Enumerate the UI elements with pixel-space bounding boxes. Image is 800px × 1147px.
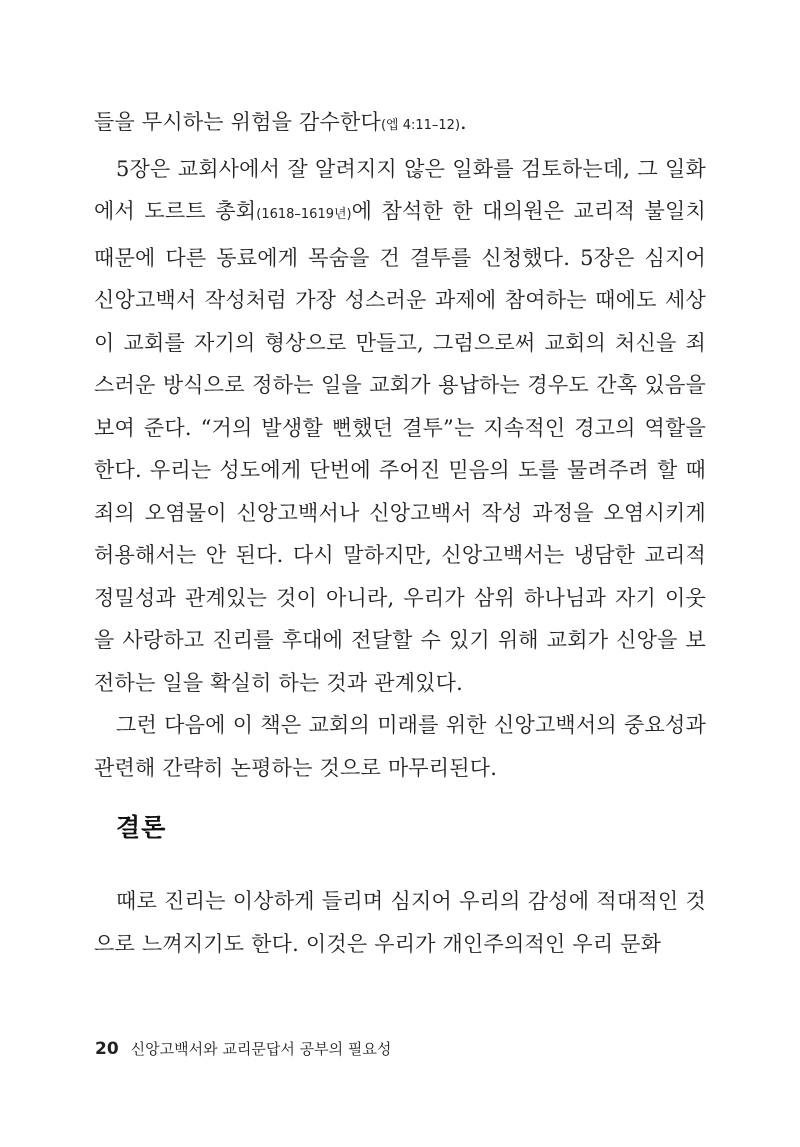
- page-number: 20: [95, 1039, 119, 1059]
- paragraph-2-part-b: 에 참석한 한 대의원은 교리적 불일치 때문에 다른 동료에게 목숨을 건 결투를 신청했다. 5장은 심지어 신앙고백서 작성처럼 가장 성스러운 과제에 참여하는 때에도 세상이 교회를 자기의 형상으로 만들고, 그럼으로써 교회의 처신을 죄스러운 방식으로 정하는 일을 교회가 용납하는 경우도 간혹 있음을 보여 준다. “거의 발생할 뻔했던 결투”는 지속적인 경고의 역할을 한다. 우리는 성도에게 단번에 주어진 믿음의 도를 물려주려 할 때 죄의 오염물이 신앙고백서나 신앙고백서 작성 과정을 오염시키게 허용해서는 안 된다. 다시 말하지만, 신앙고백서는 냉담한 교리적 정밀성과 관계있는 것이 아니라, 우리가 삼위 하나님과 자기 이웃을 사랑하고 진리를 후대에 전달할 수 있기 위해 교회가 신앙을 보전하는 일을 확실히 하는 것과 관계있다.: [94, 199, 707, 695]
- date-reference: (1618–1619년): [256, 207, 352, 222]
- paragraph-1-end: .: [460, 110, 467, 134]
- paragraph-2: [94, 148, 706, 705]
- paragraph-1: [94, 101, 706, 148]
- body-text: [94, 101, 706, 789]
- page-footer: [95, 1038, 391, 1059]
- paragraph-2-part-a: 5장은 교회사에서 잘 알려지지 않은 일화를 검토하는데, 그 일화에서 도르트 총회: [94, 156, 706, 223]
- paragraph-3: 그런 다음에 이 책은 교회의 미래를 위한 신앙고백서의 중요성과 관련해 간략히 논평하는 것으로 마무리된다.: [94, 713, 706, 780]
- paragraph-1-text: 들을 무시하는 위험을 감수한다: [94, 110, 381, 134]
- section-paragraph-1: 때로 진리는 이상하게 들리며 심지어 우리의 감성에 적대적인 것으로 느껴지기도 한다. 이것은 우리가 개인주의적인 우리 문화: [94, 889, 706, 956]
- scripture-reference: (엡 4:11–12): [380, 118, 461, 133]
- section-body: [94, 880, 706, 966]
- book-title: 신앙고백서와 교리문답서 공부의 필요성: [130, 1040, 392, 1058]
- section-heading: 결론: [116, 813, 167, 842]
